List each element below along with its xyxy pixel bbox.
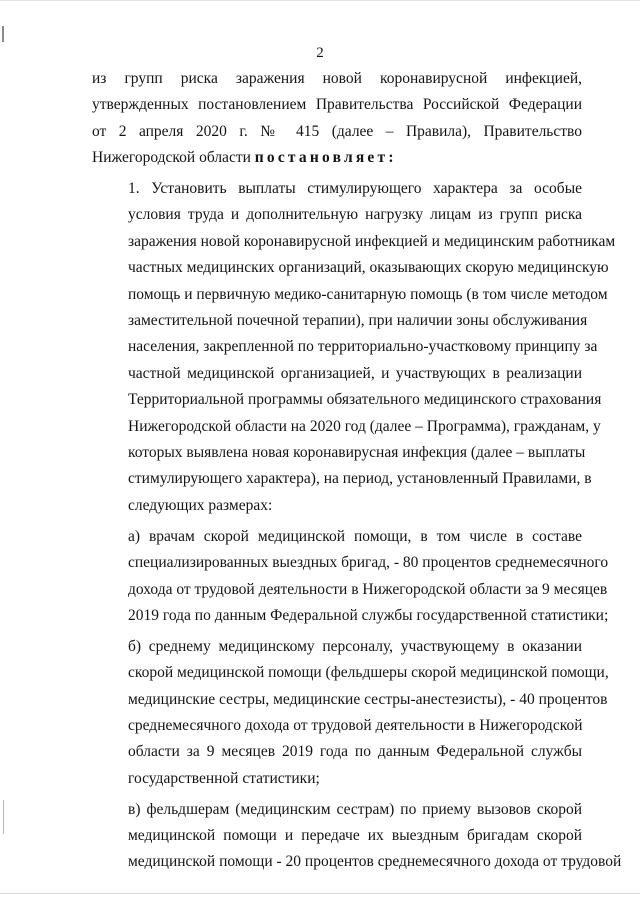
paragraph-item-1: [92, 176, 616, 519]
text-line: частных медицинских организаций, оказывающих скорую медицинскую: [128, 259, 609, 277]
paragraph-item-v: [92, 797, 622, 876]
text-line: стимулирующего характера), на период, установленный Правилами, в: [128, 470, 592, 488]
text-line: 2019 года по данным Федеральной службы государственной статистики;: [128, 606, 609, 624]
resolution-keyword: постановляет:: [254, 149, 397, 167]
text-line: государственной статистики;: [128, 769, 320, 787]
text-line: населения, закрепленной по территориально-участковому принципу за: [128, 338, 598, 356]
text-line: специализированных выездных бригад, - 80 процентов среднемесячного: [128, 554, 609, 572]
paragraph-preamble: [92, 66, 582, 172]
text-line: заместительной почечной терапии), при наличии зоны обслуживания: [128, 312, 588, 330]
scan-mark: [2, 26, 4, 42]
text-line: а) врачам скорой медицинской помощи, в том числе в составе: [128, 527, 582, 545]
text-line: заражения новой коронавирусной инфекцией и медицинским работникам: [128, 232, 616, 250]
text-line: которых выявлена новая коронавирусная инфекция (далее – выплаты: [128, 444, 586, 462]
document-body: [92, 66, 622, 880]
text-line: частной медицинской организацией, и участвующих в реализации: [128, 364, 582, 382]
text-line: дохода от трудовой деятельности в Нижегородской области за 9 месяцев: [128, 580, 608, 598]
scan-edge-top: [0, 0, 640, 1]
text-line: [92, 145, 582, 171]
text-line: утвержденных постановлением Правительства Российской Федерации: [92, 96, 582, 114]
text-line: медицинские сестры, медицинские сестры-анестезисты), - 40 процентов: [128, 690, 608, 708]
text-line: следующих размерах:: [128, 496, 273, 514]
text-line: медицинской помощи и передаче их выездным бригадам скорой: [128, 826, 582, 844]
text-line-prefix: Нижегородской области: [92, 149, 251, 167]
text-line: из групп риска заражения новой коронавирусной инфекцией,: [92, 70, 582, 87]
text-line: Территориальной программы обязательного медицинского страхования: [128, 391, 602, 409]
text-line: области за 9 месяцев 2019 года по данным Федеральной службы: [128, 743, 582, 761]
paragraph-item-a: [92, 524, 609, 630]
text-line: условия труда и дополнительную нагрузку лицам из групп риска: [128, 206, 582, 224]
scan-edge-bottom: [0, 893, 640, 894]
text-line: медицинской помощи - 20 процентов среднемесячного дохода от трудовой: [128, 853, 622, 871]
text-line: от 2 апреля 2020 г. № 415 (далее – Правила), Правительство: [92, 122, 582, 140]
page-number: 2: [316, 45, 324, 61]
text-line: в) фельдшерам (медицинским сестрам) по приему вызовов скорой: [128, 800, 582, 818]
text-line: 1. Установить выплаты стимулирующего характера за особые: [128, 180, 582, 198]
text-line: среднемесячного дохода от трудовой деятельности в Нижегородской: [128, 716, 583, 734]
text-line: скорой медицинской помощи (фельдшеры скорой медицинской помощи,: [128, 664, 609, 682]
text-line: помощь и первичную медико-санитарную помощь (в том числе методом: [128, 285, 608, 303]
scan-mark: [3, 800, 4, 834]
text-line: Нижегородской области на 2020 год (далее – Программа), гражданам, у: [128, 417, 601, 435]
paragraph-item-b: [92, 634, 609, 792]
text-line: б) среднему медицинскому персоналу, участвующему в оказании: [128, 637, 582, 655]
